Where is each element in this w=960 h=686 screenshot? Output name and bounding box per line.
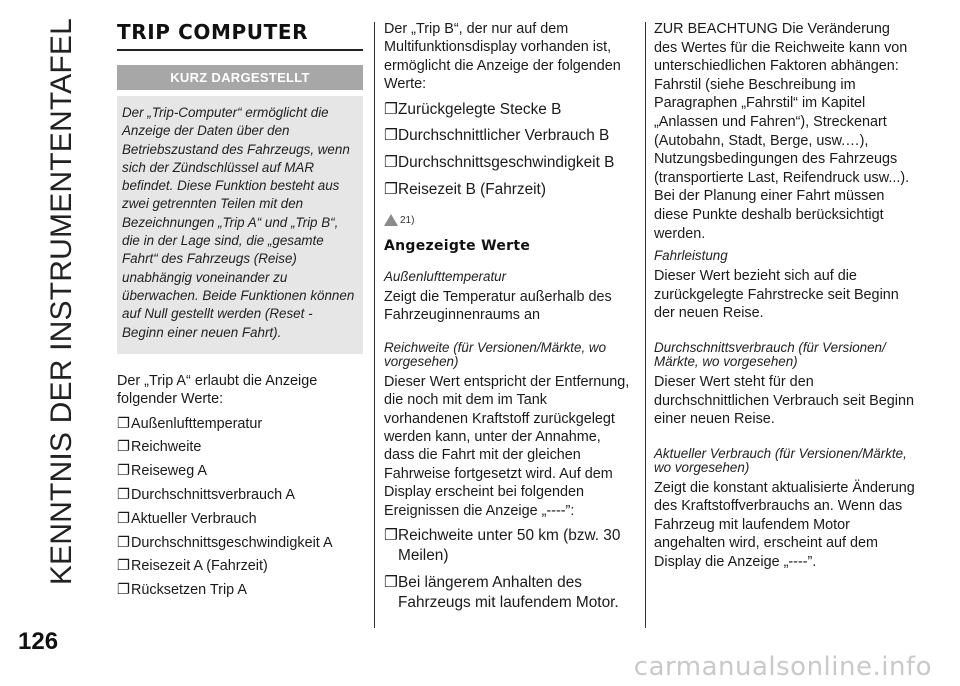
checkbox-icon: ❐ xyxy=(117,487,130,504)
warning-reference xyxy=(384,208,634,226)
list-item: ❐ Reichweite unter 50 km (bzw. 30 Meilen) xyxy=(384,527,621,565)
summary-box: Der „Trip-Computer“ ermöglicht die Anzeige der Daten über den Betriebszustand des Fahrzeugs, wenn sich der Zündschlüssel auf MAR befindet. Diese Funktion besteht aus zwei getrennten Teilen mit den Bezeichnungen „Trip A“ und „Trip B“, die in der Lage sind, die „gesamte Fahrt“ des Fahrzeugs (Reise) unabhängig voneinander zu überwachen. Beide Funktionen können auf Null gestellt werden (Reset - Beginn einer neuen Fahrt). xyxy=(117,96,363,354)
checkbox-icon: ❐ xyxy=(384,127,398,145)
subheading-current-consumption: Aktueller Verbrauch (für Versionen/Märkte, wo vorgesehen) xyxy=(654,445,907,475)
checkbox-icon: ❐ xyxy=(117,510,130,527)
checkbox-icon: ❐ xyxy=(384,573,398,591)
trip-b-intro: Der „Trip B“, der nur auf dem Multifunktionsdisplay vorhanden ist, ermöglicht die Anzeige der folgenden Werte: xyxy=(384,21,621,93)
list-item: ❐ Durchschnittlicher Verbrauch B xyxy=(384,127,610,145)
range-list xyxy=(384,526,634,613)
subheading-outside-temp: Außenlufttemperatur xyxy=(384,269,507,285)
list-item: ❐ Aktueller Verbrauch xyxy=(117,510,257,527)
warning-triangle-icon xyxy=(384,214,398,226)
checkbox-icon: ❐ xyxy=(117,463,130,480)
checkbox-icon: ❐ xyxy=(117,534,130,551)
subheading-distance: Fahrleistung xyxy=(654,248,728,264)
checkbox-icon: ❐ xyxy=(117,558,130,575)
column-1 xyxy=(117,16,363,605)
column-divider xyxy=(645,22,646,628)
checkbox-icon: ❐ xyxy=(384,154,398,172)
watermark: carmanualsonline.info xyxy=(633,652,932,682)
list-item: ❐ Rücksetzen Trip A xyxy=(117,582,247,599)
text-avg-consumption: Dieser Wert steht für den durchschnittlichen Verbrauch seit Beginn einer neuen Reise. xyxy=(654,373,914,428)
checkbox-icon: ❐ xyxy=(384,527,398,545)
trip-a-list xyxy=(117,415,363,600)
subsection-heading: Angezeigte Werte xyxy=(384,238,531,255)
trip-b-list xyxy=(384,100,634,200)
list-item: ❐ Reichweite xyxy=(117,439,202,456)
list-item: ❐ Reisezeit B (Fahrzeit) xyxy=(384,181,546,199)
text-current-consumption: Zeigt die konstant aktualisierte Änderung des Kraftstoffverbrauchs an. Wenn das Fahrzeug mit laufendem Motor angehalten wird, erscheint auf dem Display die Anzeige „----”. xyxy=(654,479,915,571)
checkbox-icon: ❐ xyxy=(384,100,398,118)
list-item: ❐ Durchschnittsgeschwindigkeit A xyxy=(117,534,333,551)
note-text: ZUR BEACHTUNG Die Veränderung des Wertes für die Reichweite kann von unterschiedlichen Faktoren abhängen: Fahrstil (siehe Beschreibung im Paragraphen „Fahrstil“ im Kapitel „Anlassen und Fahren“), Streckenart (Autobahn, Stadt, Berge, usw.…), Nutzungsbedingungen des Fahrzeugs (transportierte Last, Reifendruck usw...). Bei der Planung einer Fahrt müssen diese Punkte deshalb berücksichtigt werden. xyxy=(654,21,910,242)
subheading-avg-consumption: Durchschnittsverbrauch (für Versionen/ Märkte, wo vorgesehen) xyxy=(654,339,886,369)
chapter-title-text: KENNTNIS DER INSTRUMENTENTAFEL xyxy=(45,18,78,586)
text-outside-temp: Zeigt die Temperatur außerhalb des Fahrzeuginnenraums an xyxy=(384,289,612,324)
column-divider xyxy=(374,22,375,628)
checkbox-icon: ❐ xyxy=(117,415,130,432)
page-number: 126 xyxy=(18,628,59,655)
trip-a-intro: Der „Trip A“ erlaubt die Anzeige folgender Werte: xyxy=(117,372,318,408)
list-item: ❐ Reiseweg A xyxy=(117,463,207,480)
checkbox-icon: ❐ xyxy=(117,582,130,599)
column-3 xyxy=(654,20,916,572)
text-distance: Dieser Wert bezieht sich auf die zurückgelegte Fahrstrecke seit Beginn der neuen Reise. xyxy=(654,268,899,322)
list-item: ❐ Durchschnittsverbrauch A xyxy=(117,487,295,504)
checkbox-icon: ❐ xyxy=(384,181,398,199)
subheading-range: Reichweite (für Versionen/Märkte, wo vorgesehen) xyxy=(384,339,607,369)
list-item: ❐ Zurückgelegte Stecke B xyxy=(384,100,562,118)
text-range: Dieser Wert entspricht der Entfernung, die noch mit dem im Tank vorhandenen Kraftstoff zurückgelegt werden kann, unter der Annahme, dass die Fahrt mit der gleichen Fahrweise fortgesetzt wird. Auf dem Display erscheint bei folgenden Ereignissen die Anzeige „----”: xyxy=(384,373,630,519)
list-item: ❐ Außenlufttemperatur xyxy=(117,415,263,432)
list-item: ❐ Durchschnittsgeschwindigkeit B xyxy=(384,154,615,172)
column-2 xyxy=(384,20,634,620)
list-item: ❐ Bei längerem Anhalten des Fahrzeugs mit laufendem Motor. xyxy=(384,573,619,611)
list-item: ❐ Reisezeit A (Fahrzeit) xyxy=(117,558,268,575)
checkbox-icon: ❐ xyxy=(117,439,130,456)
side-chapter-title xyxy=(34,18,90,618)
warning-ref-number: 21) xyxy=(400,215,415,227)
section-title: TRIP COMPUTER xyxy=(117,20,363,51)
summary-header: KURZ DARGESTELLT xyxy=(117,65,363,90)
